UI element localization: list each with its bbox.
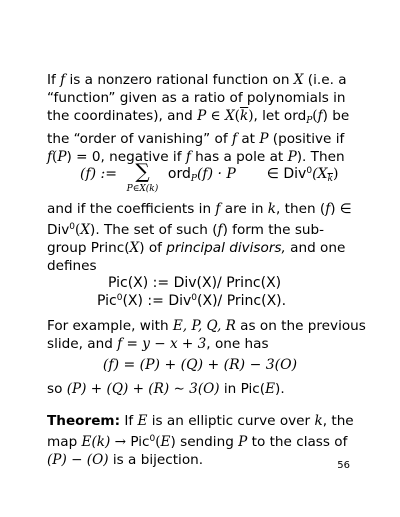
text: Pic [97,293,117,309]
math-P: P [238,433,248,450]
text: at [237,130,260,147]
math-f: f [317,107,323,124]
text: in Pic( [219,381,266,397]
text: (X)/ Princ(X). [197,293,287,309]
math-E: E [160,433,171,450]
div-close: ) [332,166,339,182]
page-number: 56 [337,460,350,471]
theorem-block [47,413,367,470]
math-k: k [314,413,323,429]
math-P: P [259,130,269,147]
math-map: E(k) → [81,433,131,450]
text-line [47,201,367,219]
text: ) ∈ [330,201,352,217]
text-line [47,131,367,149]
text: For example, with [47,318,173,334]
text: are in [220,201,268,217]
text: the coordinates), and [47,107,198,124]
text-line [47,336,367,354]
math-class: (P) − (O) [47,451,109,468]
math-paren: ( [234,107,240,124]
text-line [47,452,367,470]
text: , the [322,413,354,429]
text-line: defines [47,257,97,274]
text-line [47,108,367,131]
text: slide, and [47,335,118,352]
text-line [47,240,367,258]
math-f: f [47,148,53,165]
text: (X) := Div [122,293,192,309]
text: ) of [139,239,167,256]
div-arg: (X [312,166,328,182]
text: is a bijection. [108,451,204,468]
summation [121,159,163,194]
text-line: “function” given as a ratio of polynomials in [47,89,346,106]
math-X: X [129,239,140,256]
sup: 0 [149,433,156,444]
text: ) sending [170,433,239,450]
sup: 0 [116,293,123,303]
math-paren: ) [248,107,254,124]
sum-symbol: ∑ [135,159,150,183]
math-X: X [80,221,91,238]
text: Div [47,221,70,238]
text-line [47,318,367,336]
text: to the class of [247,433,348,450]
text: If [47,72,61,88]
math-paren: ( [52,148,58,165]
text: , then ( [276,201,326,217]
text-line [47,413,367,431]
paragraph-intro [47,72,367,167]
text: and if the coefficients in [47,201,216,217]
divisor-equation [80,159,339,194]
math-f: f [215,201,221,217]
text: , let ord [253,107,307,124]
text: so [47,381,67,397]
math-P: P [197,107,207,124]
sum-subscript: P∈X(k) [126,184,159,194]
div-sub: k [327,174,333,184]
example-equation: (f) = (P) + (Q) + (R) − 3(O) [102,357,298,373]
text: ). The set of such ( [90,221,218,238]
term-text: (f) · P [196,166,236,182]
text: the “order of vanishing” of [47,130,232,147]
paragraph-example [47,318,367,354]
text: ) form the sub- [222,221,325,238]
math-k-bar: $\overline{k}$ [239,107,249,124]
div-sup: 0 [306,166,313,176]
math-sub: P [306,115,313,126]
math-f: f [185,148,191,165]
pic0-definition [97,293,286,309]
ord-sub: P [190,174,197,184]
text: ). Then [296,148,345,165]
math-f: f [231,130,237,147]
paragraph-equivalence [47,381,367,399]
text: ) = 0, negative if [66,148,186,165]
eq-lhs: (f) := [80,166,122,182]
sup: 0 [191,293,198,303]
math-X: X [293,72,304,88]
math-k: k [267,201,277,217]
text: If [120,413,138,429]
pic-def-row1: Pic(X) := Div(X)/ Princ(X) [108,275,282,291]
text: has a pole at [190,148,288,165]
text: ). [275,381,285,397]
text: ) be [322,107,350,124]
text: , one has [206,335,269,352]
math-in: ∈ [206,107,225,124]
math-P: P [57,148,67,165]
math-paren: ( [155,433,161,450]
italic-term: principal divisors, [166,239,286,256]
math-equivalence: (P) + (Q) + (R) ∼ 3(O) [66,381,220,397]
text: map [47,433,82,450]
math-f: f [60,72,66,88]
text: is a nonzero rational function on [65,72,294,88]
text: (positive if [268,130,345,147]
text-line [47,431,367,452]
sup: 0 [69,221,76,232]
math-E: E [265,381,276,397]
theorem-label: Theorem: [47,413,121,429]
text-line [47,219,367,240]
math-E: E [137,413,148,429]
math-points: E, P, Q, R [172,318,236,334]
paragraph-princ [47,201,367,276]
math-X: X [224,107,235,124]
math-paren: ( [312,107,318,124]
math-f: f [217,221,223,238]
text: as on the previous [235,318,366,334]
text: and one [285,239,346,256]
div-text: ∈ Div [266,166,307,182]
pic-definition [108,275,281,291]
math-paren: ( [75,221,81,238]
text-line [47,72,367,90]
text: Pic [130,433,150,450]
math-f-def: f = y − x + 3 [117,335,207,352]
text: group Princ( [47,239,130,256]
math-P: P [287,148,297,165]
text: (i.e. a [303,72,347,88]
math-f: f [325,201,331,217]
ord-text: ord [167,166,191,182]
text: is an elliptic curve over [147,413,315,429]
